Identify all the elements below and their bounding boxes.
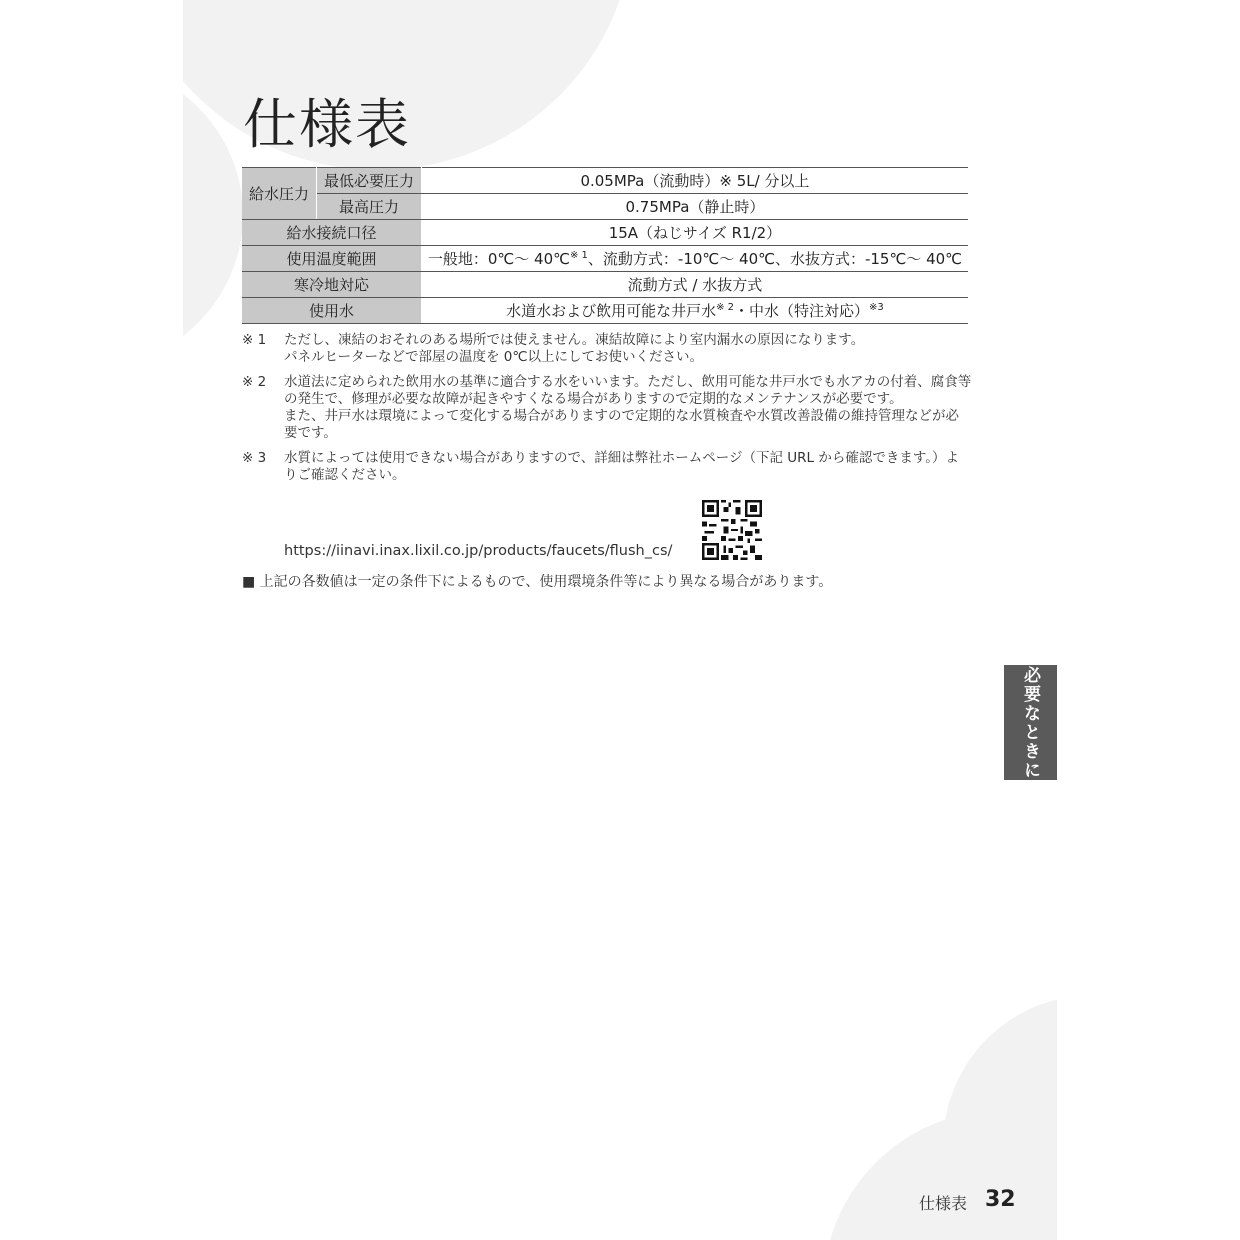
- cell-max-pressure: 0.75MPa（静止時）: [421, 194, 968, 220]
- table-row: [242, 220, 968, 246]
- cell-temperature: [421, 246, 968, 272]
- footnote-text: 水質によっては使用できない場合がありますので、詳細は弊社ホームページ（下記 URL から確認できます。）よりご確認ください。: [284, 450, 959, 483]
- cell-water: [421, 298, 968, 324]
- page-number: 32: [985, 1187, 1016, 1212]
- footer-section-label: 仕様表: [919, 1194, 968, 1213]
- qr-code-icon[interactable]: [702, 500, 762, 560]
- table-row: [242, 246, 968, 272]
- table-row: [242, 298, 968, 324]
- footnote-text-block: [284, 332, 972, 366]
- footnote-mark: ※ 2: [242, 374, 267, 390]
- cell-connection: 15A（ねじサイズ R1/2）: [421, 220, 968, 246]
- disclaimer-note: ■ 上記の各数値は一定の条件下によるもので、使用環境条件等により異なる場合があります。: [242, 574, 833, 590]
- footnote-text: パネルヒーターなどで部屋の温度を 0℃以上にしてお使いください。: [284, 349, 704, 365]
- water-value-b: ・中水（特注対応）: [734, 302, 870, 320]
- footnote-ref-2: ※ 2: [716, 302, 735, 313]
- page-title: 仕様表: [243, 93, 411, 156]
- row-header-connection: 給水接続口径: [242, 220, 421, 246]
- footnote-2: [242, 374, 972, 442]
- row-header-water: 使用水: [242, 298, 421, 324]
- water-value-a: 水道水および飲用可能な井戸水: [506, 302, 717, 320]
- footnote-3: [242, 450, 972, 484]
- footnote-text: また、井戸水は環境によって変化する場合がありますので定期的な水質検査や水質改善設備の維持管理などが必要です。: [284, 408, 959, 441]
- row-header-temperature: 使用温度範囲: [242, 246, 421, 272]
- support-url-link[interactable]: https://iinavi.inax.lixil.co.jp/products/faucets/flush_cs/: [284, 543, 673, 559]
- cell-cold-region: 流動方式 / 水抜方式: [421, 272, 968, 298]
- spec-table: [242, 167, 968, 324]
- footnote-text-block: [284, 450, 972, 484]
- footnotes: [242, 332, 972, 492]
- footnote-ref-1: ※ 1: [569, 250, 588, 261]
- side-index-tab[interactable]: 必要なときに: [1004, 665, 1057, 780]
- footnote-mark: ※ 1: [242, 332, 267, 348]
- footnote-ref-3: ※3: [869, 302, 884, 313]
- table-row: [242, 194, 968, 220]
- row-header-max-pressure: 最高圧力: [317, 194, 422, 220]
- footnote-1: [242, 332, 972, 366]
- footnote-text: ただし、凍結のおそれのある場所では使えません。凍結故障により室内漏水の原因になります。: [284, 332, 865, 348]
- table-row: [242, 272, 968, 298]
- footnote-text-block: [284, 374, 972, 442]
- footnote-text: 水道法に定められた飲用水の基準に適合する水をいいます。ただし、飲用可能な井戸水でも水アカの付着、腐食等の発生で、修理が必要な故障が起きやすくなる場合がありますので定期的なメンテナンスが必要です。: [284, 374, 972, 407]
- row-header-cold-region: 寒冷地対応: [242, 272, 421, 298]
- temp-value-a: 一般地：0℃～ 40℃: [427, 250, 570, 268]
- row-header-min-pressure: 最低必要圧力: [317, 168, 422, 194]
- footnote-mark: ※ 3: [242, 450, 267, 466]
- temp-value-b: 、流動方式：-10℃～ 40℃、水抜方式：-15℃～ 40℃: [587, 250, 962, 268]
- row-header-supply-pressure: 給水圧力: [242, 168, 317, 220]
- table-row: [242, 168, 968, 194]
- cell-min-pressure: 0.05MPa（流動時）※ 5L/ 分以上: [421, 168, 968, 194]
